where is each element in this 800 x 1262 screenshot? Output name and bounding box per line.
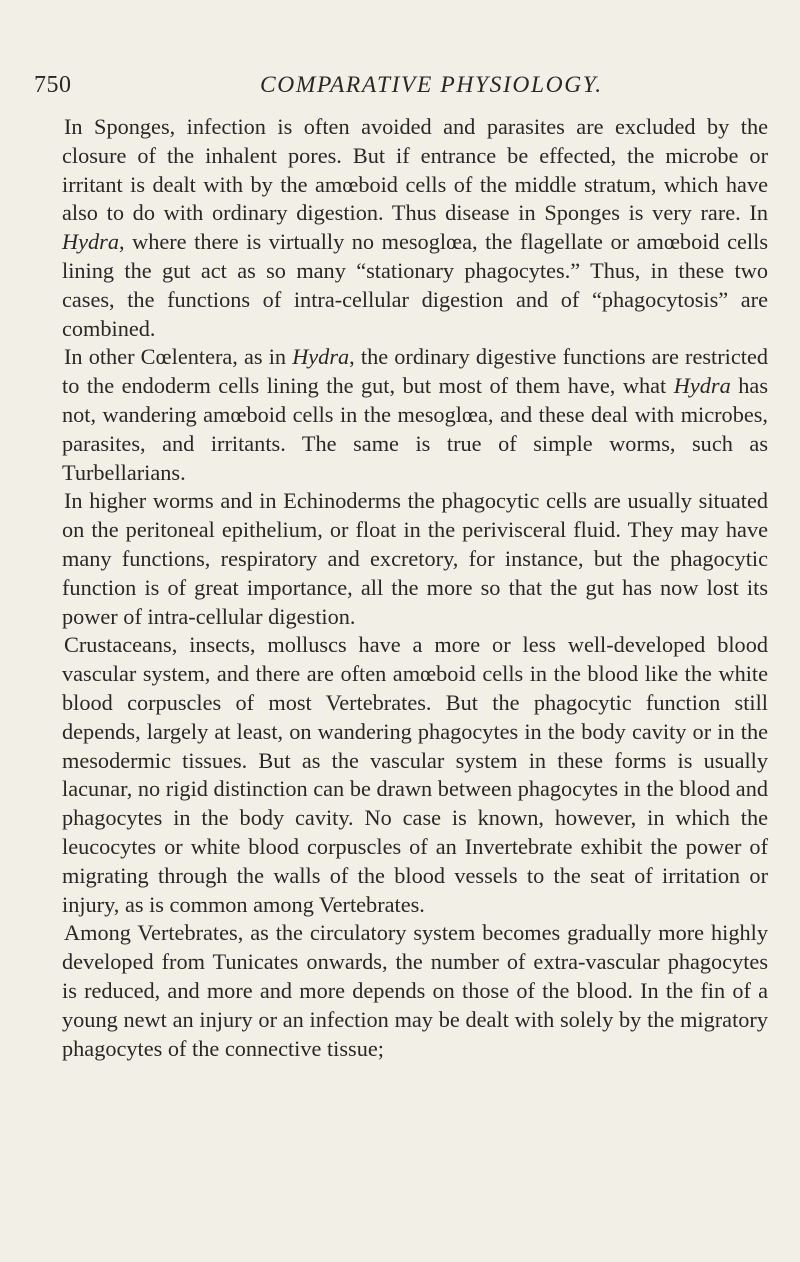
text-run: has not, wandering amœboid cells in the mesoglœa, and these deal with microbes, parasites, and irritants. The same is true of simple worms, such as Turbellarians.	[62, 373, 768, 485]
text-run: , the ordinary digestive functions are restricted to the endoderm cells lining the gut, but most of them have, what	[62, 344, 768, 399]
paragraph	[62, 113, 768, 343]
paragraph	[62, 343, 768, 487]
running-title: COMPARATIVE PHYSIOLOGY.	[260, 72, 603, 98]
text-run: Crustaceans, insects, molluscs have a more or less well-developed blood vascular system, and there are often amœboid cells in the blood like the white blood corpuscles of most Vertebrates. But the phagocytic function still depends, largely at least, on wandering phagocytes in the body cavity or in the mesodermic tissues. But as the vascular system in these forms is usually lacunar, no rigid distinction can be drawn between phagocytes in the blood and phagocytes in the body cavity. No case is known, however, in which the leucocytes or white blood corpuscles of an Invertebrate exhibit the power of migrating through the walls of the blood vessels to the seat of irritation or injury, as is common among Vertebrates.	[62, 632, 768, 917]
body-text	[62, 113, 768, 1063]
text-run: In Sponges, infection is often avoided and parasites are excluded by the closure of the inhalent pores. But if entrance be effected, the microbe or irritant is dealt with by the amœboid cells of the middle stratum, which have also to do with ordinary digestion. Thus disease in Sponges is very rare. In	[62, 114, 768, 226]
italic-term: Hydra	[292, 344, 350, 370]
text-run: In higher worms and in Echinoderms the phagocytic cells are usually situated on the peritoneal epithelium, or float in the perivisceral fluid. They may have many functions, respiratory and excretory, for instance, but the phagocytic function is of great importance, all the more so that the gut has now lost its power of intra-cellular digestion.	[62, 488, 768, 629]
paragraph	[62, 919, 768, 1063]
text-run: , where there is virtually no mesoglœa, the flagellate or amœboid cells lining the gut act as so many “stationary phagocytes.” Thus, in these two cases, the functions of intra-cellular digestion and of “phagocytosis” are combined.	[62, 229, 768, 341]
italic-term: Hydra	[673, 373, 731, 399]
paragraph	[62, 487, 768, 631]
page-number: 750	[34, 72, 72, 98]
text-run: In other Cœlentera, as in	[64, 344, 293, 370]
paragraph	[62, 631, 768, 919]
text-run: Among Vertebrates, as the circulatory system becomes gradually more highly developed from Tunicates onwards, the number of extra-vascular phagocytes is reduced, and more and more depends on those of the blood. In the fin of a young newt an injury or an infection may be dealt with solely by the migratory phagocytes of the connective tissue;	[62, 920, 768, 1061]
italic-term: Hydra	[62, 229, 119, 255]
page-header	[34, 72, 762, 104]
